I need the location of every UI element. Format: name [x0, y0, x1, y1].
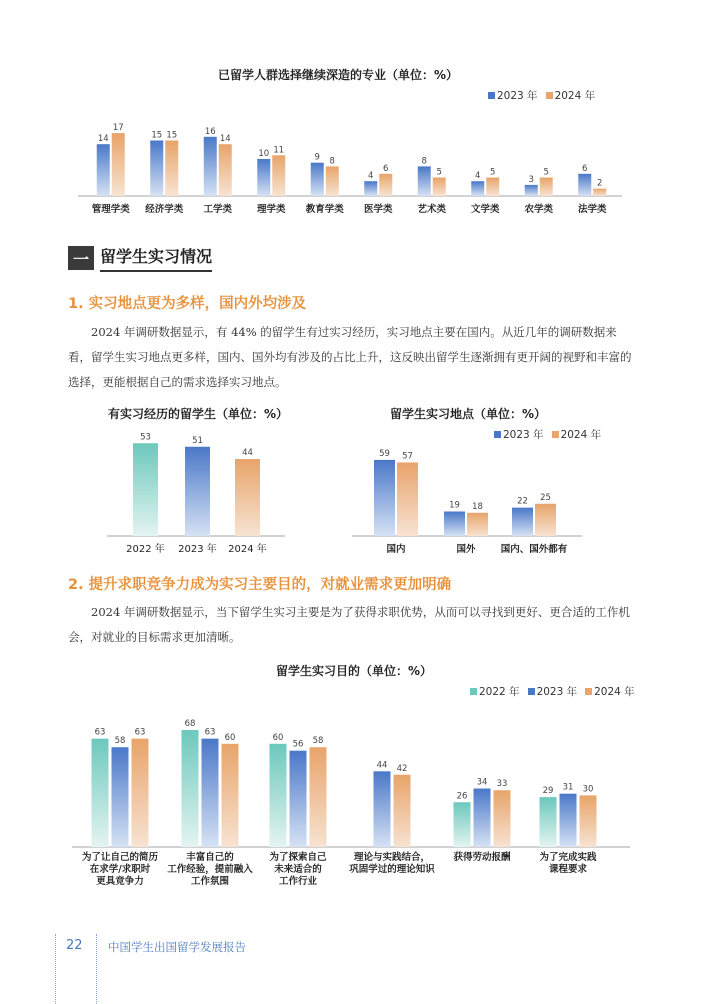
data-label: 5: [490, 167, 496, 178]
data-label: 14: [97, 134, 109, 145]
bar-2023: [418, 166, 431, 196]
data-label: 42: [396, 763, 408, 774]
bar-2022年: [454, 802, 471, 847]
bar-2024年: [235, 459, 260, 536]
data-label: 59: [379, 448, 390, 459]
category-label: 理学类: [256, 204, 286, 215]
category-label: 教育学类: [305, 204, 344, 215]
category-label: 获得劳动报酬: [453, 852, 511, 863]
legend-label-2024: 2024 年: [594, 686, 635, 698]
bar-2023年: [560, 794, 577, 847]
footer-divider-left: [55, 934, 56, 1004]
bar-2023年: [290, 751, 307, 847]
location-chart-title: 留学生实习地点（单位：%）: [390, 407, 547, 421]
report-title: 中国学生出国留学发展报告: [108, 940, 246, 954]
data-label: 10: [258, 149, 270, 159]
purpose-chart-legend: [470, 684, 635, 699]
category-label: 国内、国外都有: [500, 544, 568, 555]
bar-2023年: [185, 447, 210, 536]
bar-2022年: [133, 443, 158, 536]
data-label: 6: [383, 163, 389, 174]
bar-2022年: [92, 739, 109, 847]
data-label: 30: [582, 784, 594, 795]
data-label: 25: [540, 492, 551, 503]
majors-chart-legend: [488, 88, 595, 103]
category-label: 医学类: [363, 204, 393, 215]
section-title: 留学生实习情况: [100, 244, 212, 272]
data-label: 17: [112, 123, 124, 134]
section-header: [68, 244, 212, 272]
subsection-1-heading: 1. 实习地点更为多样，国内外均涉及: [68, 296, 307, 312]
data-label: 4: [368, 171, 374, 182]
data-label: 51: [192, 435, 203, 446]
data-label: 8: [421, 156, 427, 167]
bar-2023: [364, 181, 377, 196]
category-label: 更具竞争力: [96, 876, 144, 885]
data-label: 63: [204, 727, 216, 738]
category-label: 2023 年: [178, 544, 217, 555]
data-label: 14: [219, 134, 231, 145]
majors-chart-title: 已留学人群选择继续深造的专业（单位：%）: [218, 68, 459, 82]
category-label: 在求学/求职时: [89, 864, 151, 875]
data-label: 22: [517, 496, 528, 507]
data-label: 34: [476, 777, 488, 788]
bar-2024: [272, 155, 285, 196]
data-label: 63: [134, 727, 146, 738]
legend-item-2023: [488, 88, 538, 103]
bar-2023年: [202, 739, 219, 847]
data-label: 8: [329, 156, 335, 167]
experience-bar-chart: [105, 425, 295, 560]
data-label: 15: [166, 130, 178, 141]
category-label: 经济学类: [145, 204, 184, 215]
legend-label-2024: 2024 年: [560, 429, 602, 441]
bar-2024: [593, 189, 606, 196]
legend-item-2022: [470, 684, 520, 699]
data-label: 5: [436, 167, 442, 178]
data-label: 57: [402, 451, 413, 462]
bar-2024: [486, 178, 499, 197]
data-label: 2: [597, 178, 603, 189]
data-label: 11: [273, 145, 285, 156]
legend-swatch-2024: [585, 688, 592, 695]
bar-2023年: [474, 789, 491, 847]
data-label: 6: [582, 163, 588, 174]
legend-swatch-2023: [488, 92, 495, 99]
category-label: 巩固学过的理论知识: [349, 864, 435, 875]
legend-swatch-2022: [470, 688, 477, 695]
experience-chart-title: 有实习经历的留学生（单位：%）: [108, 407, 289, 421]
legend-swatch-2023: [494, 431, 501, 438]
location-bar-chart: [350, 440, 590, 560]
bar-2022年: [182, 730, 199, 847]
bar-2024: [219, 144, 232, 196]
data-label: 53: [140, 432, 151, 443]
category-label: 管理学类: [91, 204, 130, 215]
data-label: 68: [184, 719, 196, 730]
bar-2022年: [540, 797, 557, 847]
legend-swatch-2024: [552, 431, 559, 438]
category-label: 国内: [386, 544, 406, 555]
category-label: 2022 年: [126, 544, 165, 555]
bar-2024年: [580, 795, 597, 847]
bar-2024: [165, 141, 178, 197]
category-label: 2024 年: [228, 544, 267, 555]
data-label: 44: [376, 760, 388, 771]
data-label: 15: [151, 130, 163, 141]
bar-2024: [397, 462, 418, 536]
category-label: 为了完成实践: [539, 852, 597, 863]
data-label: 58: [312, 736, 324, 747]
bar-2024: [540, 178, 553, 197]
section-badge: 一: [68, 246, 94, 270]
bar-2024年: [132, 739, 149, 847]
data-label: 18: [472, 501, 483, 512]
purpose-bar-chart: [70, 700, 640, 885]
bar-2024年: [222, 744, 239, 847]
category-label: 文学类: [470, 204, 500, 215]
legend-swatch-2024: [546, 92, 553, 99]
subsection-2-heading: 2. 提升求职竞争力成为实习主要目的，对就业需求更加明确: [68, 577, 452, 593]
legend-label-2023: 2023 年: [503, 429, 544, 441]
data-label: 3: [528, 174, 534, 185]
bar-2024: [433, 178, 446, 197]
data-label: 29: [542, 786, 554, 797]
bar-2024: [326, 166, 339, 196]
bar-2023: [257, 159, 270, 196]
purpose-chart-title: 留学生实习目的（单位：%）: [276, 664, 433, 678]
subsection-1-paragraph: 2024 年调研数据显示，有 44% 的留学生有过实习经历，实习地点主要在国内。从近几年的调研数据来看，留学生实习地点更多样，国内、国外均有涉及的占比上升，这反映出留学生逐渐拥有更开阔的视野和丰富的选择，更能根据自己的需求选择实习地点。: [68, 325, 632, 389]
category-label: 工作行业: [278, 876, 318, 885]
bar-2024年: [310, 747, 327, 847]
data-label: 58: [114, 736, 126, 747]
bar-2023: [204, 137, 217, 196]
legend-item-2024: [546, 88, 596, 103]
bar-2023: [150, 141, 163, 197]
bar-2024: [379, 174, 392, 196]
data-label: 60: [224, 732, 236, 743]
category-label: 国外: [456, 544, 476, 555]
data-label: 9: [314, 152, 320, 163]
bar-2023: [471, 181, 484, 196]
page-number: 22: [66, 938, 83, 953]
bar-2023: [97, 144, 110, 196]
bar-2024: [535, 504, 556, 536]
category-label: 工作经验，提前融入: [167, 864, 253, 875]
bar-2023: [374, 460, 395, 536]
subsection-2-paragraph: 2024 年调研数据显示，当下留学生实习主要是为了获得求职优势，从而可以寻找到更好、更合适的工作机会，对就业的目标需求更加清晰。: [68, 605, 630, 644]
majors-bar-chart: [70, 112, 640, 222]
bar-2023年: [112, 747, 129, 847]
data-label: 5: [543, 167, 549, 178]
category-label: 为了让自己的简历: [81, 852, 159, 863]
bar-2023年: [374, 771, 391, 847]
data-label: 63: [94, 727, 106, 738]
bar-2023: [512, 508, 533, 536]
legend-item-2024: [585, 684, 635, 699]
legend-swatch-2023: [528, 688, 535, 695]
bar-2022年: [270, 744, 287, 847]
category-label: 课程要求: [548, 864, 588, 875]
category-label: 农学类: [524, 204, 554, 215]
bar-2023: [578, 174, 591, 196]
data-label: 44: [242, 448, 253, 458]
legend-item-2023: [528, 684, 578, 699]
bar-2023: [525, 185, 538, 196]
bar-2023: [311, 163, 324, 196]
bar-2024: [112, 133, 125, 196]
category-label: 理论与实践结合，: [353, 852, 431, 863]
legend-label-2023: 2023 年: [536, 686, 578, 698]
category-label: 工作氛围: [190, 876, 230, 885]
data-label: 16: [204, 126, 216, 137]
legend-label-2023: 2023 年: [497, 90, 538, 102]
legend-label-2022: 2022 年: [479, 686, 520, 698]
category-label: 丰富自己的: [186, 852, 234, 863]
category-label: 为了探索自己: [269, 852, 327, 863]
category-label: 法学类: [577, 204, 607, 215]
data-label: 4: [475, 171, 481, 182]
legend-label-2024: 2024 年: [554, 90, 596, 102]
category-label: 未来适合的: [274, 864, 322, 875]
category-label: 艺术类: [417, 204, 447, 215]
bar-2023: [444, 511, 465, 536]
footer-divider: [96, 934, 97, 1004]
bar-2024年: [494, 790, 511, 847]
data-label: 26: [456, 791, 468, 802]
data-label: 19: [449, 500, 460, 511]
data-label: 56: [292, 739, 304, 750]
data-label: 60: [272, 732, 284, 743]
bar-2024年: [394, 775, 411, 847]
category-label: 工学类: [203, 204, 233, 215]
data-label: 31: [562, 782, 574, 793]
data-label: 33: [496, 779, 508, 790]
bar-2024: [467, 513, 488, 536]
